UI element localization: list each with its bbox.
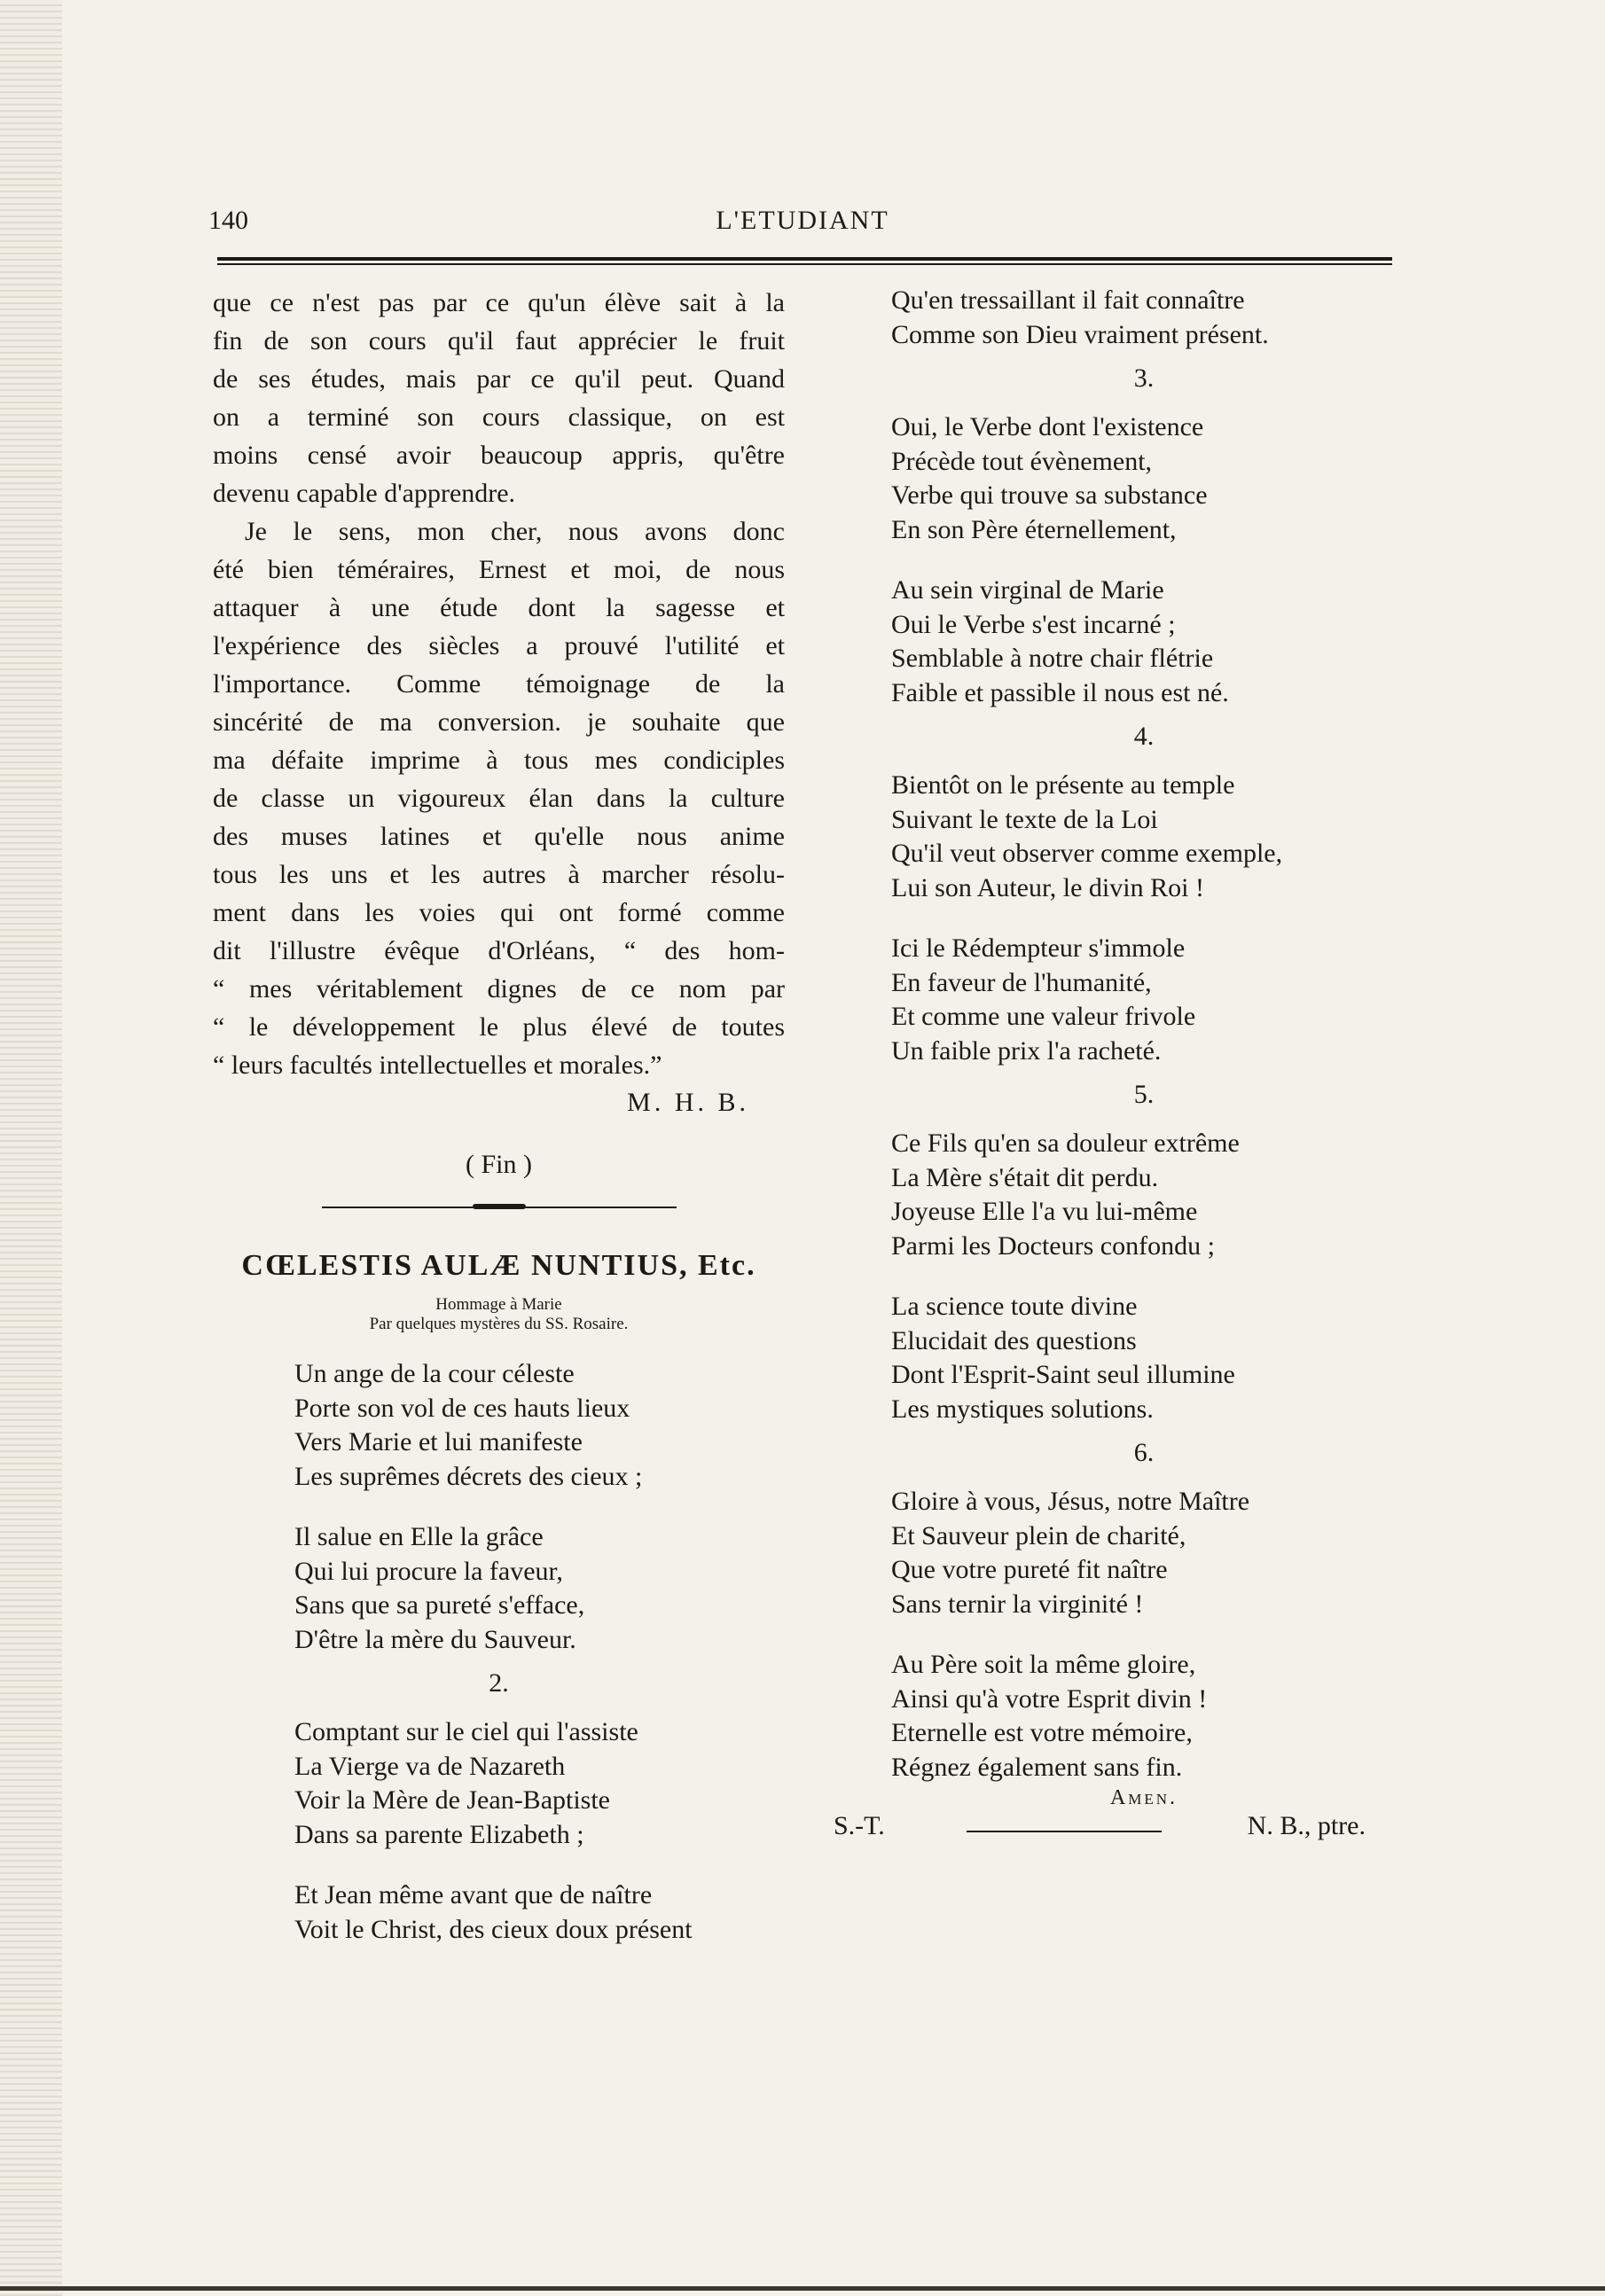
stanza [891, 1290, 1397, 1426]
stanza [891, 1485, 1397, 1621]
amen: Amen. [1109, 1786, 1178, 1809]
verse-line: Oui le Verbe s'est incarné ; [891, 609, 1176, 639]
stanza-number: 6. [1133, 1438, 1155, 1467]
verse-line: Un ange de la cour céleste [294, 1359, 575, 1388]
text-line: des muses latines et qu'elle nous anime [213, 822, 785, 851]
text-line: sincérité de ma conversion. je souhaite que [213, 707, 785, 737]
verse-line: Dans sa parente Elizabeth ; [294, 1819, 584, 1849]
scan-margin-speckle [0, 0, 62, 2296]
article-end [213, 284, 785, 1214]
poem-left-part-2 [294, 1715, 785, 1947]
text-line: “ mes véritablement dignes de ce nom par [213, 974, 785, 1004]
dedication-line: Hommage à Marie [435, 1295, 562, 1314]
verse-line: Faible et passible il nous est né. [891, 677, 1229, 707]
verse-line: La science toute divine [891, 1292, 1138, 1321]
verse-line: Sans ternir la virginité ! [891, 1589, 1144, 1619]
verse-line: Voir la Mère de Jean-Baptiste [294, 1785, 611, 1815]
verse-line: Précède tout évènement, [891, 446, 1153, 476]
signature-right: N. B., ptre. [1247, 1811, 1366, 1840]
verse-line: Et comme une valeur frivole [891, 1002, 1196, 1031]
verse-line: Verbe qui trouve sa substance [891, 480, 1208, 510]
page-header [208, 206, 1397, 241]
bottom-rule [0, 2286, 1605, 2291]
verse-line: Dont l'Esprit-Saint seul illumine [891, 1360, 1235, 1389]
text-line: devenu capable d'apprendre. [213, 479, 516, 508]
verse-line: La Vierge va de Nazareth [294, 1751, 566, 1781]
verse-line: Sans que sa pureté s'efface, [294, 1590, 585, 1620]
stanza [294, 1520, 785, 1657]
stanza [891, 932, 1397, 1068]
stanza-number: 5. [1133, 1080, 1155, 1109]
text-line: ment dans les voies qui ont formé comme [213, 898, 785, 927]
verse-line: Et Jean même avant que de naître [294, 1880, 653, 1909]
page-number: 140 [208, 206, 248, 235]
verse-line: Ce Fils qu'en sa douleur extrême [891, 1128, 1240, 1158]
stanza [891, 284, 1397, 352]
stanza [891, 1648, 1397, 1784]
verse-line: Qu'il veut observer comme exemple, [891, 839, 1283, 868]
verse-line: Un faible prix l'a racheté. [891, 1035, 1162, 1066]
verse-line: Bientôt on le présente au temple [891, 770, 1235, 800]
verse-line: Qui lui procure la faveur, [294, 1556, 563, 1586]
text-line: l'expérience des siècles a prouvé l'utilité et [213, 631, 785, 660]
header-rule [217, 257, 1392, 265]
section-ornament [322, 1207, 677, 1214]
text-line: ma défaite imprime à tous mes condiciples [213, 746, 785, 775]
verse-line: Au sein virginal de Marie [891, 575, 1164, 605]
verse-line: Au Père soit la même gloire, [891, 1650, 1196, 1679]
verse-line: Voit le Christ, des cieux doux présent [294, 1914, 693, 1944]
fin-marker: ( Fin ) [466, 1150, 532, 1179]
text-line: attaquer à une étude dont la sagesse et [213, 593, 785, 622]
text-line: l'importance. Comme témoignage de la [213, 669, 785, 699]
stanza [891, 574, 1397, 710]
verse-line: Comme son Dieu vraiment présent. [891, 319, 1269, 349]
verse-line: Semblable à notre chair flétrie [891, 644, 1214, 673]
right-column [834, 284, 1397, 1847]
verse-line: La Mère s'était dit perdu. [891, 1162, 1159, 1192]
text-line: Je le sens, mon cher, nous avons donc [245, 517, 785, 546]
verse-line: Gloire à vous, Jésus, notre Maître [891, 1487, 1250, 1516]
verse-line: Qu'en tressaillant il fait connaître [891, 285, 1245, 315]
paragraph-1 [213, 284, 785, 512]
text-line: “ le développement le plus élevé de toutes [213, 1012, 785, 1042]
verse-line: Joyeuse Elle l'a vu lui-même [891, 1197, 1198, 1226]
stanza [294, 1715, 785, 1852]
paragraph-2 [213, 512, 785, 1084]
text-line: moins censé avoir beaucoup appris, qu'être [213, 441, 785, 470]
verse-line: Ainsi qu'à votre Esprit divin ! [891, 1683, 1208, 1714]
left-column [213, 284, 785, 1947]
verse-line: Suivant le texte de la Loi [891, 804, 1158, 834]
poem-left-part [294, 1357, 785, 1657]
verse-line: D'être la mère du Sauveur. [294, 1624, 576, 1654]
running-title: L'ETUDIANT [716, 206, 889, 235]
text-line: de ses études, mais par ce qu'il peut. Quand [213, 364, 785, 394]
stanza [294, 1357, 785, 1494]
verse-line: Parmi les Docteurs confondu ; [891, 1230, 1215, 1261]
poem-title: CŒLESTIS AULÆ NUNTIUS, Etc. [241, 1249, 756, 1282]
signature-left: S.-T. [834, 1811, 885, 1840]
text-line: été bien téméraires, Ernest et moi, de nous [213, 555, 785, 584]
text-line: dit l'illustre évêque d'Orléans, “ des hom- [213, 936, 785, 965]
verse-line: Eternelle est votre mémoire, [891, 1718, 1193, 1747]
text-line: tous les uns et les autres à marcher résolu- [213, 860, 785, 889]
verse-line: Elucidait des questions [891, 1325, 1137, 1355]
verse-line: Et Sauveur plein de charité, [891, 1520, 1186, 1550]
stanza-number: 4. [1133, 722, 1155, 751]
verse-line: Il salue en Elle la grâce [294, 1522, 544, 1551]
stanza [891, 410, 1397, 547]
verse-line: Que votre pureté fit naître [891, 1555, 1168, 1584]
text-line: de classe un vigoureux élan dans la culture [213, 784, 785, 813]
verse-line: Les mystiques solutions. [891, 1394, 1154, 1424]
verse-line: Les suprêmes décrets des cieux ; [294, 1461, 643, 1491]
verse-line: Ici le Rédempteur s'immole [891, 933, 1186, 963]
signature-ornament [967, 1831, 1162, 1832]
verse-line: En faveur de l'humanité, [891, 967, 1152, 997]
verse-line: Comptant sur le ciel qui l'assiste [294, 1717, 638, 1746]
verse-line: Vers Marie et lui manifeste [294, 1427, 583, 1456]
poem-signature-row [834, 1811, 1366, 1847]
verse-line: Régnez également sans fin. [891, 1752, 1183, 1782]
text-line: fin de son cours qu'il faut apprécier le fruit [213, 326, 785, 355]
text-line: que ce n'est pas par ce qu'un élève sait à la [213, 288, 785, 317]
stanza-number: 2. [489, 1668, 509, 1698]
article-signature: M. H. B. [627, 1088, 749, 1117]
verse-line: Oui, le Verbe dont l'existence [891, 412, 1204, 441]
text-line: “ leurs facultés intellectuelles et morales.” [213, 1050, 662, 1080]
dedication-line: Par quelques mystères du SS. Rosaire. [369, 1315, 629, 1333]
stanza [891, 1127, 1397, 1263]
poem-dedication [213, 1295, 785, 1334]
verse-line: Porte son vol de ces hauts lieux [294, 1393, 630, 1423]
text-line: on a terminé son cours classique, on est [213, 402, 785, 432]
verse-line: Lui son Auteur, le divin Roi ! [891, 872, 1204, 902]
stanza [294, 1878, 785, 1947]
verse-line: En son Père éternellement, [891, 514, 1177, 544]
stanza [891, 769, 1397, 905]
stanza-number: 3. [1133, 363, 1155, 393]
